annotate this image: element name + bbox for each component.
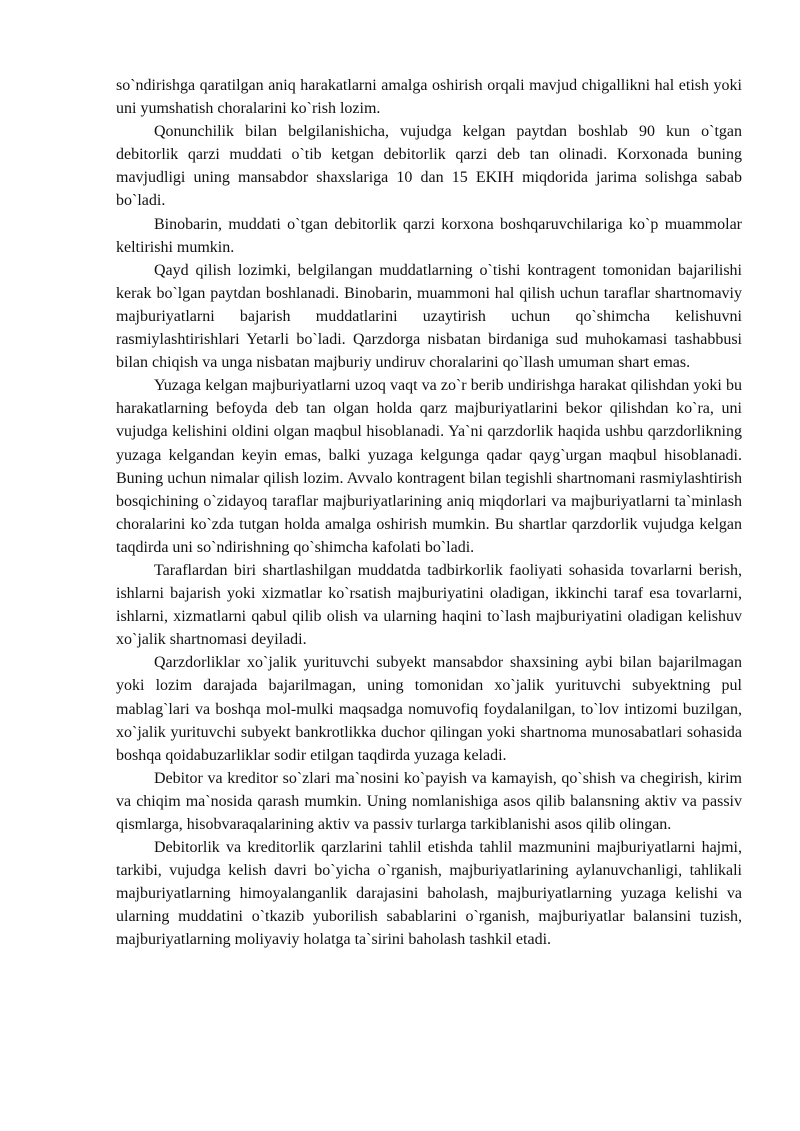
paragraph-6: Taraflardan biri shartlashilgan muddatda tadbirkorlik faoliyati sohasida tovarlarni berish, ishlarni bajarish yoki xizmatlar ko`rsatish majburiyatini oladigan, ikkinchi taraf esa tovarlarni, ishlarni, xizmatlarni qabul qilib olish va ularning haqini to`lash majburiyatini oladigan kelishuv xo`jalik shartnomasi deyiladi.	[116, 561, 742, 649]
paragraph-7: Qarzdorliklar xo`jalik yurituvchi subyekt mansabdor shaxsining aybi bilan bajarilmagan yoki lozim darajada bajarilmagan, uning tomonidan xo`jalik yurituvchi subyektning pul mablag`lari va boshqa mol-mulki maqsadga nomuvofiq foydalanilgan, to`lov intizomi buzilgan, xo`jalik yurituvchi subyekt bankrotlikka duchor qilingan yoki shartnoma munosabatlari sohasida boshqa qoidabuzarliklar sodir etilgan taqdirda yuzaga keladi.	[116, 654, 742, 764]
paragraph-9: Debitorlik va kreditorlik qarzlarini tahlil etishda tahlil mazmunini majburiyatlarni hajmi, tarkibi, vujudga kelish davri bo`yicha o`rganish, majburiyatlarining aylanuvchanligi, tahlikali majburiyatlarning himoyalanganlik darajasini baholash, majburiyatlarning yuzaga kelishi va ularning muddatini o`tkazib yuborilish sabablarini o`rganish, majburiyatlar balansini tuzish, majburiyatlarning moliyaviy holatga ta`sirini baholash tashkil etadi.	[116, 839, 742, 949]
paragraph-1: so`ndirishga qaratilgan aniq harakatlarni amalga oshirish orqali mavjud chigallikni hal etish yoki uni yumshatish choralarini ko`rish lozim.	[116, 77, 742, 118]
paragraph-8: Debitor va kreditor so`zlari ma`nosini ko`payish va kamayish, qo`shish va chegirish, kirim va chiqim ma`nosida qarash mumkin. Uning nomlanishiga asos qilib balansning aktiv va passiv qismlarga, hisobvaraqalarining aktiv va passiv turlarga tarkiblanishi asos qilib olingan.	[116, 769, 742, 833]
paragraph-5: Yuzaga kelgan majburiyatlarni uzoq vaqt va zo`r berib undirishga harakat qilishdan yoki bu harakatlarning befoyda deb tan olgan holda qarz majburiyatlarini bekor qilishdan ko`ra, uni vujudga kelishini oldini olgan maqbul hisoblanadi. Ya`ni qarzdorlik haqida ushbu qarzdorlikning yuzaga kelgandan keyin emas, balki yuzaga kelgunga qadar qayg`urgan maqbul hisoblanadi. Buning uchun nimalar qilish lozim. Avvalo kontragent bilan tegishli shartnomani rasmiylashtirish bosqichining o`zidayoq taraflar majburiyatlarining aniq miqdorlari va majburiyatlarni ta`minlash choralarini ko`zda tutgan holda amalga oshirish mumkin. Bu shartlar qarzdorlik vujudga kelgan taqdirda uni so`ndirishning qo`shimcha kafolati bo`ladi.	[116, 377, 742, 556]
paragraph-2: Qonunchilik bilan belgilanishicha, vujudga kelgan paytdan boshlab 90 kun o`tgan debitorlik qarzi muddati o`tib ketgan debitorlik qarzi deb tan olinadi. Korxonada buning mavjudligi uning mansabdor shaxslariga 10 dan 15 EKIH miqdorida jarima solishga sabab bo`ladi.	[116, 123, 742, 210]
document-page	[116, 74, 742, 952]
paragraph-3: Binobarin, muddati o`tgan debitorlik qarzi korxona boshqaruvchilariga ko`p muammolar keltirishi mumkin.	[116, 215, 742, 256]
paragraph-4: Qayd qilish lozimki, belgilangan muddatlarning o`tishi kontragent tomonidan bajarilishi kerak bo`lgan paytdan boshlanadi. Binobarin, muammoni hal qilish uchun taraflar shartnomaviy majburiyatlarni bajarish muddatlarini uzaytirish uchun qo`shimcha kelishuvni rasmiylashtirishlari Yetarli bo`ladi. Qarzdorga nisbatan birdaniga sud muhokamasi tashabbusi bilan chiqish va unga nisbatan majburiy undiruv choralarini qo`llash umuman shart emas.	[116, 261, 742, 372]
